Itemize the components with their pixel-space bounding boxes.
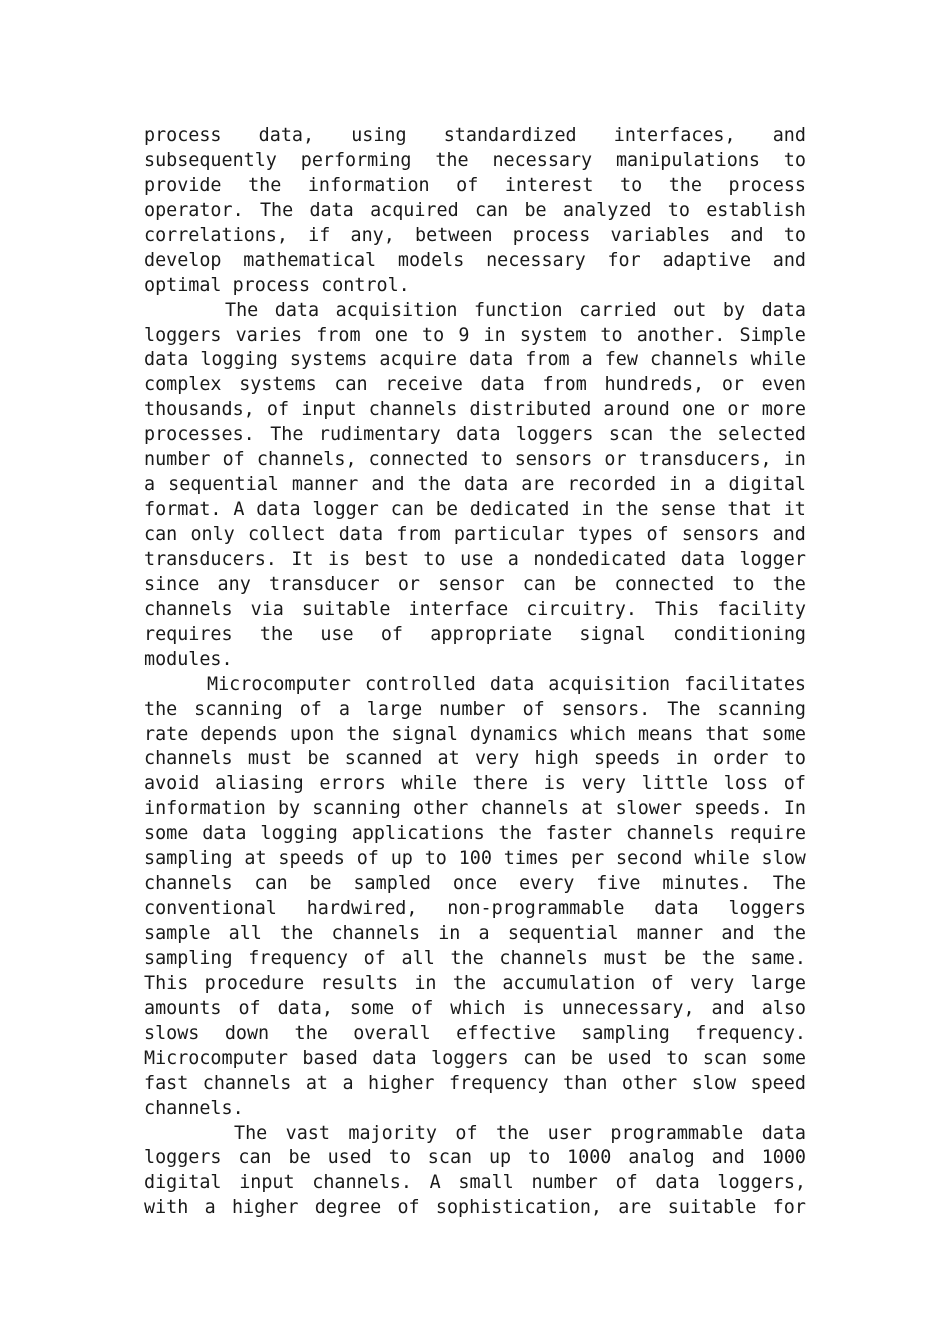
- text-line: process data, using standardized interfaces, and: [144, 125, 806, 146]
- text-line: amounts of data, some of which is unnecessary, and also: [144, 997, 806, 1019]
- text-line: data logging systems acquire data from a few channels while: [144, 349, 806, 371]
- text-line: transducers. It is best to use a nondedicated data logger: [144, 548, 806, 570]
- text-line: optimal process control.: [144, 274, 410, 296]
- text-line: the scanning of a large number of sensors. The scanning: [144, 698, 806, 720]
- text-line: channels.: [144, 1097, 244, 1119]
- text-line: channels via suitable interface circuitry. This facility: [144, 598, 806, 620]
- text-line: modules.: [144, 648, 233, 670]
- text-line: conventional hardwired, non-programmable data loggers: [144, 898, 806, 920]
- text-line: slows down the overall effective sampling frequency.: [144, 1022, 806, 1044]
- text-line: loggers varies from one to 9 in system to another. Simple: [144, 324, 806, 346]
- text-line: channels must be scanned at very high speeds in order to: [144, 748, 806, 770]
- text-line: fast channels at a higher frequency than other slow speed: [144, 1072, 806, 1094]
- text-line: operator. The data acquired can be analyzed to establish: [144, 199, 806, 221]
- body-text: [144, 124, 806, 1221]
- text-line: develop mathematical models necessary for adaptive and: [144, 249, 806, 271]
- text-line: some data logging applications the faster channels require: [144, 823, 806, 845]
- text-line: subsequently performing the necessary manipulations to: [144, 149, 806, 171]
- text-line: processes. The rudimentary data loggers scan the selected: [144, 424, 806, 446]
- text-line: thousands, of input channels distributed around one or more: [144, 399, 806, 421]
- text-line: with a higher degree of sophistication, are suitable for: [144, 1197, 806, 1219]
- text-line: a sequential manner and the data are recorded in a digital: [144, 474, 806, 496]
- text-line: number of channels, connected to sensors or transducers, in: [144, 449, 806, 471]
- text-line: The data acquisition function carried out by data: [225, 299, 806, 321]
- text-line: This procedure results in the accumulation of very large: [144, 972, 806, 994]
- text-line: sample all the channels in a sequential manner and the: [144, 923, 806, 944]
- text-line: avoid aliasing errors while there is very little loss of: [144, 773, 806, 795]
- text-line: Microcomputer based data loggers can be used to scan some: [144, 1047, 806, 1069]
- text-line: sampling frequency of all the channels must be the same.: [144, 947, 806, 969]
- text-line: digital input channels. A small number of data loggers,: [144, 1172, 806, 1194]
- text-line: requires the use of appropriate signal conditioning: [144, 623, 806, 645]
- text-line: The vast majority of the user programmable data: [234, 1122, 806, 1144]
- text-line: loggers can be used to scan up to 1000 analog and 1000: [144, 1147, 806, 1169]
- text-line: correlations, if any, between process variables and to: [144, 224, 806, 246]
- text-line: provide the information of interest to the process: [144, 174, 806, 196]
- text-line: can only collect data from particular types of sensors and: [144, 524, 806, 545]
- text-line: sampling at speeds of up to 100 times per second while slow: [144, 848, 806, 870]
- text-line: format. A data logger can be dedicated in the sense that it: [144, 499, 806, 521]
- text-line: Microcomputer controlled data acquisition facilitates: [207, 673, 806, 695]
- text-line: complex systems can receive data from hundreds, or even: [144, 374, 806, 396]
- text-line: since any transducer or sensor can be connected to the: [144, 573, 806, 595]
- text-line: channels can be sampled once every five minutes. The: [144, 873, 806, 895]
- text-line: rate depends upon the signal dynamics which means that some: [144, 723, 806, 745]
- text-line: information by scanning other channels at slower speeds. In: [144, 798, 806, 820]
